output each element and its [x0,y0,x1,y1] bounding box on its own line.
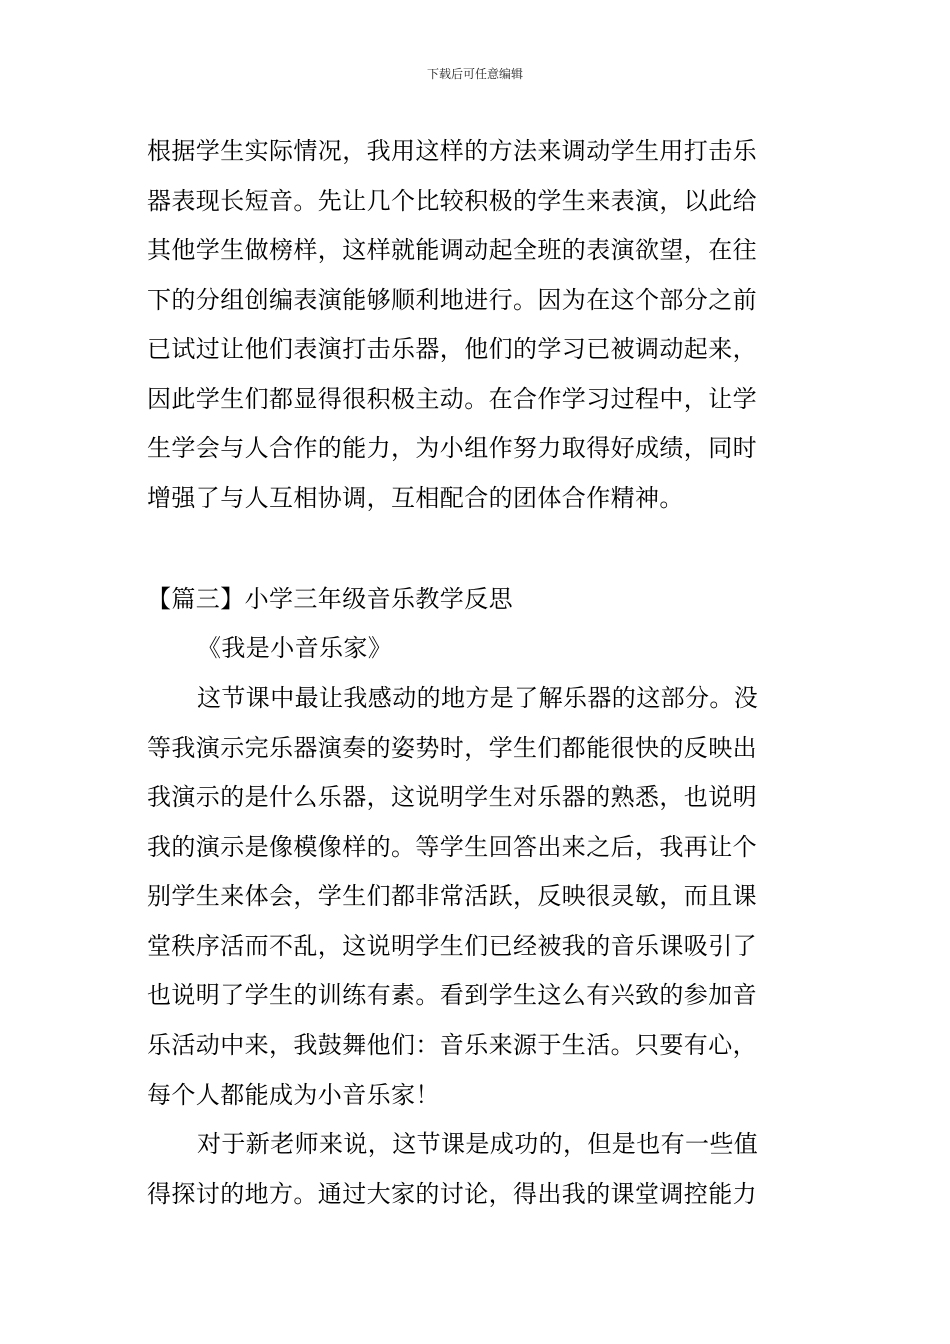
paragraph-3-line-2: 得探讨的地方。通过大家的讨论，得出我的课堂调控能力 [147,1180,757,1208]
paragraph-1-line-1: 根据学生实际情况，我用这样的方法来调动学生用打击乐 [147,137,757,165]
paragraph-2-line-2: 等我演示完乐器演奏的姿势时，学生们都能很快的反映出 [147,734,757,762]
paragraph-1-line-7: 生学会与人合作的能力，为小组作努力取得好成绩，同时 [147,434,757,462]
section-subtitle: 《我是小音乐家》 [197,634,393,662]
paragraph-2-line-9: 每个人都能成为小音乐家！ [147,1081,440,1109]
paragraph-2-line-3: 我演示的是什么乐器，这说明学生对乐器的熟悉，也说明 [147,783,757,811]
page-header: 下载后可任意编辑 [426,67,523,81]
paragraph-2-line-4: 我的演示是像模像样的。等学生回答出来之后，我再让个 [147,833,757,861]
paragraph-1-line-6: 因此学生们都显得很积极主动。在合作学习过程中，让学 [147,385,757,413]
paragraph-2-line-7: 也说明了学生的训练有素。看到学生这么有兴致的参加音 [147,981,757,1009]
paragraph-2-line-5: 别学生来体会，学生们都非常活跃，反映很灵敏，而且课 [147,882,757,910]
paragraph-1-line-8: 增强了与人互相协调，互相配合的团体合作精神。 [147,484,684,512]
paragraph-2-line-6: 堂秩序活而不乱，这说明学生们已经被我的音乐课吸引了 [147,932,757,960]
paragraph-1-line-4: 下的分组创编表演能够顺利地进行。因为在这个部分之前 [147,286,757,314]
paragraph-1-line-5: 已试过让他们表演打击乐器，他们的学习已被调动起来， [147,335,757,363]
paragraph-3-line-1: 对于新老师来说，这节课是成功的，但是也有一些值 [197,1130,759,1158]
paragraph-2-line-8: 乐活动中来，我鼓舞他们：音乐来源于生活。只要有心， [147,1031,757,1059]
paragraph-2-line-1: 这节课中最让我感动的地方是了解乐器的这部分。没 [197,684,759,712]
section-heading: 【篇三】小学三年级音乐教学反思 [147,585,513,613]
paragraph-1-line-2: 器表现长短音。先让几个比较积极的学生来表演，以此给 [147,187,757,215]
paragraph-1-line-3: 其他学生做榜样，这样就能调动起全班的表演欲望，在往 [147,236,757,264]
